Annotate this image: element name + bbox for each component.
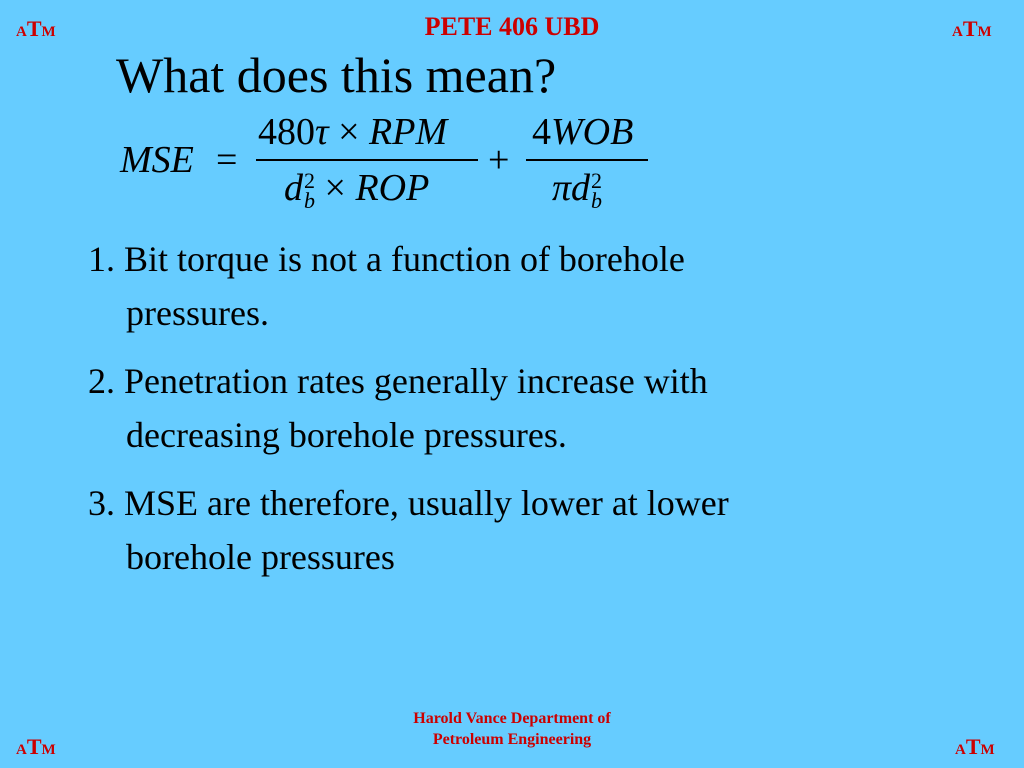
den1-rop: ROP (355, 167, 430, 209)
list-item-line: borehole pressures (126, 537, 395, 577)
num1-rpm: RPM (369, 111, 448, 153)
list-item (88, 232, 928, 340)
logo-letter-m: M (41, 742, 56, 758)
den1-d: d (284, 167, 303, 209)
formula-plus: + (488, 139, 510, 181)
list-item (88, 354, 928, 462)
logo-letter-m: M (977, 24, 992, 40)
logo-letter-t: T (26, 16, 42, 41)
logo-letter-t: T (962, 16, 978, 41)
logo-letter-m: M (980, 742, 995, 758)
list-item (88, 476, 928, 584)
list-item-line: pressures. (126, 293, 269, 333)
den1-subscript: b (304, 188, 315, 214)
times-symbol: × (324, 167, 346, 209)
logo-letter-m: M (41, 24, 56, 40)
logo-letter-a: A (16, 24, 27, 40)
logo-letter-t: T (26, 734, 42, 759)
list-item-line: 3. MSE are therefore, usually lower at lower (88, 483, 729, 523)
course-header: PETE 406 UBD (424, 12, 600, 41)
list-item-line: decreasing borehole pressures. (126, 415, 567, 455)
logo-letter-t: T (965, 734, 981, 759)
slide-title: What does this mean? (116, 47, 557, 103)
fraction2-numerator (532, 110, 633, 154)
fraction1-numerator (258, 110, 447, 154)
department-footer (0, 708, 1024, 750)
list-item-line: 2. Penetration rates generally increase with (88, 361, 708, 401)
den2-d: d (571, 167, 591, 209)
logo-letter-a: A (955, 742, 966, 758)
logo-letter-a: A (952, 24, 963, 40)
formula-equals: = (216, 139, 238, 181)
conclusion-list (88, 232, 928, 598)
den2-exponent: 2 (591, 168, 603, 194)
num1-constant: 480 (258, 111, 315, 153)
mse-formula (118, 110, 678, 220)
den1-exponent: 2 (304, 168, 315, 194)
den2-subscript: b (591, 188, 603, 214)
fraction2-denominator (552, 166, 603, 214)
formula-lhs: MSE (120, 139, 194, 181)
list-item-line: 1. Bit torque is not a function of borehole (88, 239, 685, 279)
fraction2-bar (526, 159, 648, 161)
times-symbol: × (338, 111, 360, 153)
footer-line: Harold Vance Department of (413, 710, 611, 727)
num2-wob: WOB (551, 111, 634, 153)
num1-tau: τ (315, 111, 329, 153)
fraction1-denominator (284, 166, 430, 214)
fraction1-bar (256, 159, 478, 161)
den2-pi: π (552, 167, 572, 209)
num2-constant: 4 (532, 111, 551, 153)
logo-letter-a: A (16, 742, 27, 758)
footer-line: Petroleum Engineering (432, 731, 592, 748)
